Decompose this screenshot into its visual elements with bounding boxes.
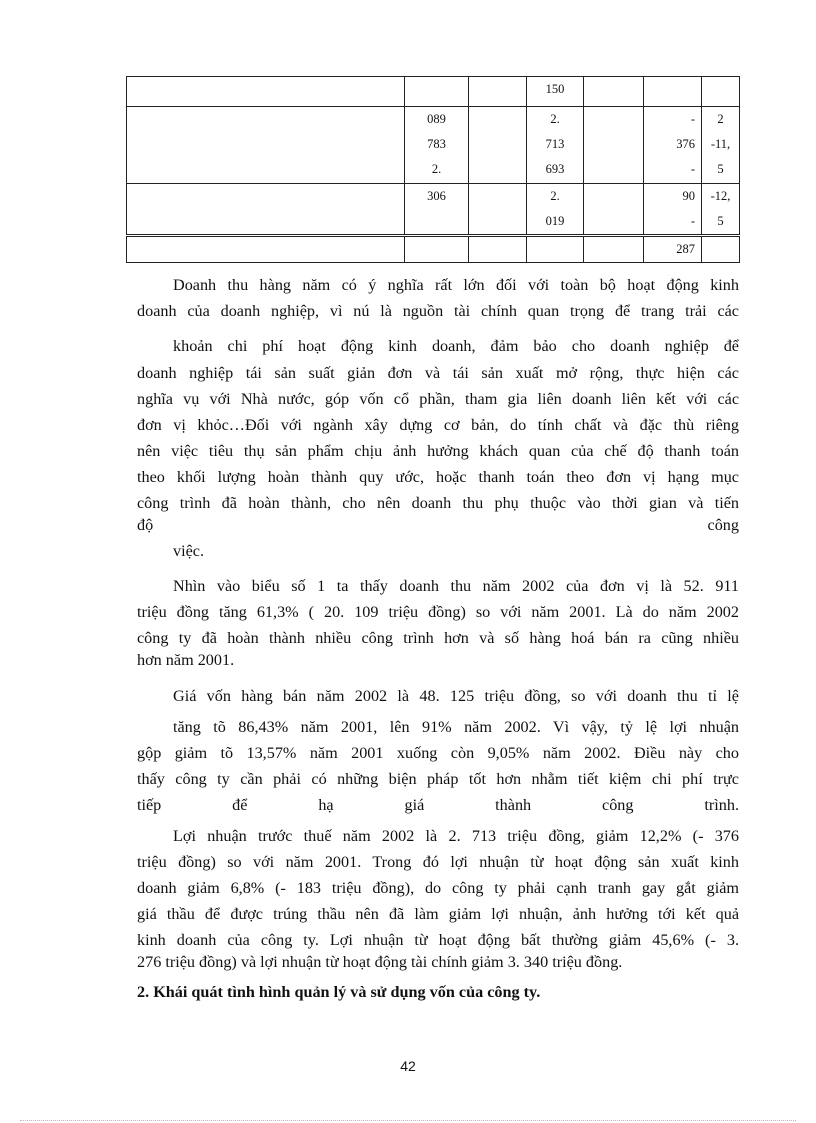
paragraph-line: doanh giảm 6,8% (- 183 triệu đồng), do công ty phải cạnh tranh gay gắt giảm [137, 879, 739, 897]
table-cell: 2 -11, 5 [702, 107, 740, 184]
table-cell [127, 107, 405, 184]
table-cell [584, 77, 644, 107]
paragraph-line: 276 triệu đồng) và lợi nhuận từ hoạt động tài chính giảm 3. 340 triệu đồng. [137, 953, 623, 971]
table-row [127, 77, 740, 107]
paragraph-line: thấy công ty cần phải có những biện pháp tốt hơn nhằm tiết kiệm chi phí trực [137, 770, 739, 788]
paragraph-line: công trình đã hoàn thành, cho nên doanh thu phụ thuộc vào thời gian và tiến [137, 494, 739, 512]
table-cell [469, 77, 527, 107]
table-cell: 089 783 2. [405, 107, 469, 184]
paragraph-line: công [707, 516, 739, 534]
table-cell: 150 [527, 77, 584, 107]
paragraph-line: theo khối lượng hoàn thành quy ước, hoặc thanh toán theo đơn vị hạng mục [137, 468, 739, 486]
table-row [127, 107, 740, 184]
table-cell: 287 [644, 236, 702, 263]
table-cell [644, 77, 702, 107]
table-cell [702, 77, 740, 107]
table-cell: 2. 713 693 [527, 107, 584, 184]
table-cell [702, 236, 740, 263]
table-cell [584, 236, 644, 263]
paragraph-line: công ty đã hoàn thành nhiều công trình hơn và số hàng hoá bán ra cũng nhiều [137, 629, 739, 647]
paragraph-line: khoản chi phí hoạt động kinh doanh, đảm bảo cho doanh nghiệp để [173, 337, 739, 355]
paragraph-line: việc. [173, 542, 205, 560]
paragraph-line: triệu đồng) so với năm 2001. Trong đó lợi nhuận từ hoạt động sản xuất kinh [137, 853, 739, 871]
page-number: 42 [400, 1058, 416, 1074]
table-row [127, 236, 740, 263]
paragraph-line: giá thầu để được trúng thầu nên đã làm giảm lợi nhuận, ảnh hưởng tới kết quả [137, 905, 739, 923]
paragraph-line: kinh doanh của công ty. Lợi nhuận từ hoạt động bất thường giảm 45,6% (- 3. [137, 931, 739, 949]
paragraph-line: tăng tõ 86,43% năm 2001, lên 91% năm 2002. Vì vậy, tỷ lệ lợi nhuận [173, 718, 739, 736]
table-cell: -12, 5 [702, 184, 740, 236]
table-cell: 90 - [644, 184, 702, 236]
paragraph-line: gộp giảm tõ 13,57% năm 2001 xuống còn 9,05% năm 2002. Điều này cho [137, 744, 739, 762]
table-cell [584, 107, 644, 184]
table-cell [584, 184, 644, 236]
paragraph-line: doanh nghiệp tái sản suất giản đơn và tái sản xuất mở rộng, thực hiện các [137, 364, 739, 382]
table-cell: 306 [405, 184, 469, 236]
table-cell [127, 77, 405, 107]
table-cell [405, 236, 469, 263]
page-divider [20, 1120, 796, 1121]
data-table [126, 76, 740, 263]
table-cell [469, 236, 527, 263]
paragraph-line: tiếp để hạ giá thành công trình. [137, 796, 739, 814]
paragraph-line: Lợi nhuận trước thuế năm 2002 là 2. 713 triệu đồng, giảm 12,2% (- 376 [173, 827, 739, 845]
table-row [127, 184, 740, 236]
table-cell [127, 236, 405, 263]
section-heading: 2. Khái quát tình hình quản lý và sử dụng vốn của công ty. [137, 983, 541, 1001]
table-cell [469, 107, 527, 184]
paragraph-line: đơn vị khỏc…Đối với ngành xây dựng cơ bản, do tính chất và đặc thù riêng [137, 416, 739, 434]
paragraph-line: doanh của doanh nghiệp, vì nú là nguồn tài chính quan trọng để trang trải các [137, 302, 739, 320]
table-cell [405, 77, 469, 107]
paragraph-line: Doanh thu hàng năm có ý nghĩa rất lớn đối với toàn bộ hoạt động kinh [173, 276, 739, 294]
paragraph-line: hơn năm 2001. [137, 651, 235, 669]
table-cell [469, 184, 527, 236]
table-cell [127, 184, 405, 236]
paragraph-line: nghĩa vụ với Nhà nước, góp vốn cổ phần, tham gia liên doanh liên kết với các [137, 390, 739, 408]
table-cell: - 376 - [644, 107, 702, 184]
paragraph-line: nên việc tiêu thụ sản phẩm chịu ảnh hưởng khách quan của chế độ thanh toán [137, 442, 739, 460]
table-cell [527, 236, 584, 263]
table-cell: 2. 019 [527, 184, 584, 236]
paragraph-line: Giá vốn hàng bán năm 2002 là 48. 125 triệu đồng, so với doanh thu tỉ lệ [173, 687, 739, 705]
paragraph-line: độ [137, 516, 154, 534]
paragraph-line: Nhìn vào biểu số 1 ta thấy doanh thu năm 2002 của đơn vị là 52. 911 [173, 577, 739, 595]
paragraph-line: triệu đồng tăng 61,3% ( 20. 109 triệu đồng) so với năm 2001. Là do năm 2002 [137, 603, 739, 621]
